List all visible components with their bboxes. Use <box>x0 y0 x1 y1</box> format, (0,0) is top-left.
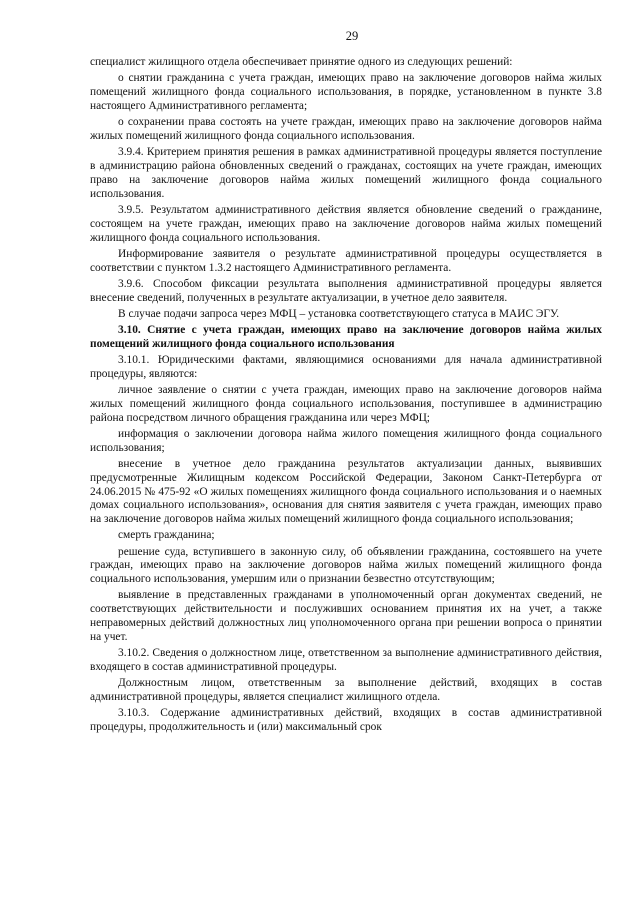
page-number: 29 <box>345 29 359 43</box>
paragraph-16: выявление в представленных гражданами в уполномоченный орган документах сведений, не соответствующих действительности и послуживших основанием принятия их на учет, а также неправомерных действий должностных лиц уполномоченного органа при решении вопроса о принятии на учет. <box>90 589 602 644</box>
paragraph-7: 3.9.6. Способом фиксации результата выполнения административной процедуры является внесение сведений, полученных в результате актуализации, в учетное дело заявителя. <box>90 277 602 304</box>
paragraph-3: о сохранении права состоять на учете граждан, имеющих право на заключение договоров найма жилых помещений жилищного фонда социального использования. <box>90 116 602 142</box>
paragraph-13: внесение в учетное дело гражданина результатов актуализации данных, выявивших предусмотренные Жилищным кодексом Российской Федерации, Законом Санкт-Петербурга от 24.06.2015 № 475-92 «О жилых помещениях жилищного фонда социального использования и о наемных домах социального использования», основания для снятия заявителя с учета граждан, имеющих право на заключение договоров найма жилых помещений жилищного фонда социального использования; <box>90 457 602 526</box>
paragraph-12: информация о заключении договора найма жилого помещения жилищного фонда социального использования; <box>90 427 602 454</box>
paragraph-6: Информирование заявителя о результате административной процедуры осуществляется в соответствии с пунктом 1.3.2 настоящего Административного регламента. <box>90 247 602 274</box>
paragraph-11: личное заявление о снятии с учета граждан, имеющих право на заключение договоров найма жилых помещений жилищного фонда социального использования, поступившее в администрацию района посредством личного обращения гражданина или через МФЦ; <box>90 383 602 424</box>
paragraph-14: смерть гражданина; <box>118 529 215 542</box>
paragraph-17: 3.10.2. Сведения о должностном лице, ответственном за выполнение административного действия, входящего в состав административной процедуры. <box>90 647 602 674</box>
paragraph-15: решение суда, вступившего в законную силу, об объявлении гражданина, состоявшего на учете граждан, имеющих право на заключение договоров найма жилых помещений жилищного фонда социального использования, умершим или о признании безвестно отсутствующим; <box>90 545 602 586</box>
paragraph-18: Должностным лицом, ответственным за выполнение действий, входящих в состав административной процедуры, является специалист жилищного отдела. <box>90 677 602 704</box>
document-body <box>90 56 602 735</box>
paragraph-2: о снятии гражданина с учета граждан, имеющих право на заключение договоров найма жилых помещений жилищного фонда социального использования, в порядке, установленном в пункте 3.8 настоящего Административного регламента; <box>90 72 602 112</box>
paragraph-19: 3.10.3. Содержание административных действий, входящих в состав административной процедуры, продолжительность и (или) максимальный срок <box>90 707 602 734</box>
paragraph-4: 3.9.4. Критерием принятия решения в рамках административной процедуры является поступление в администрацию района обновленных сведений о гражданах, состоящих на учете граждан, имеющих право на заключение договоров найма жилых помещений жилищного фонда социального использования. <box>90 146 602 200</box>
paragraph-5: 3.9.5. Результатом административного действия является обновление сведений о гражданине, состоящем на учете граждан, имеющих право на заключение договоров найма жилых помещений жилищного фонда социального использования. <box>90 203 602 244</box>
paragraph-8: В случае подачи запроса через МФЦ – установка соответствующего статуса в МАИС ЭГУ. <box>118 307 560 320</box>
section-heading: 3.10. Снятие с учета граждан, имеющих право на заключение договоров найма жилых помещений жилищного фонда социального использования <box>90 323 602 350</box>
paragraph-10: 3.10.1. Юридическими фактами, являющимися основаниями для начала административной процедуры, являются: <box>90 353 602 380</box>
paragraph-1: специалист жилищного отдела обеспечивает принятие одного из следующих решений: <box>90 56 513 68</box>
